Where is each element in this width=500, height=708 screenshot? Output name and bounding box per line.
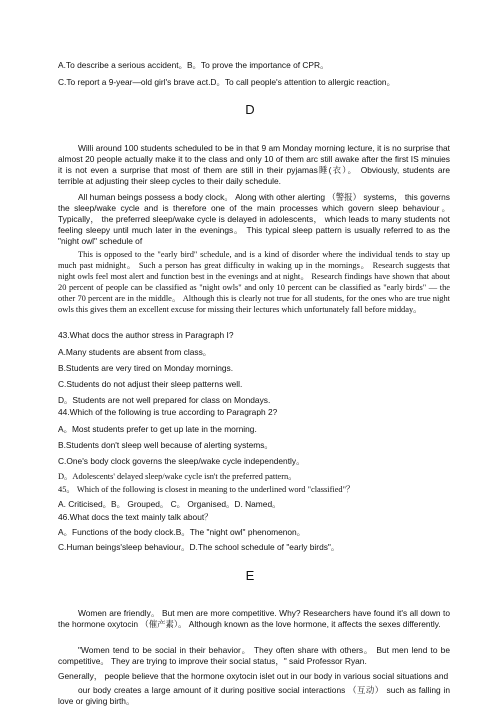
passage-e-paragraph-1: Women are friendly。 But men are more competitive. Why? Researchers have found it's all down to the hormone oxytocin （催产素）。 Although known as the love hormone, it affects the sexes differently.	[58, 608, 450, 630]
question-44-option-b: B.Students don't sleep well because of alerting systems。	[58, 440, 273, 450]
section-heading-d: D	[245, 102, 255, 117]
question-43: 43.What docs the author stress in Paragraph I?	[58, 330, 234, 340]
question-46-options-a-b: A。Functions of the body clock.B。The "night owl" phenomenon。	[58, 527, 306, 537]
option-line-c-d: C.To report a 9-year—old girl's brave act.D。To call people's attention to allergic reaction。	[58, 77, 395, 87]
question-44: 44.Which of the following is true according to Paragraph 2?	[58, 407, 278, 417]
question-44-option-c: C.One's body clock governs the sleep/wake cycle independently。	[58, 456, 305, 466]
passage-d-paragraph-1: Willi around 100 students scheduled to be in that 9 am Monday morning lecture, it is no surprise that almost 20 people actually make it to the class and only 10 of them arc still awake after the first IS minuies it is not even a surprise that most of them are still in their pyjamas睡(衣）。 Obviously, students are terrible at adjusting their sleep cycles to their daily schedule.	[58, 143, 450, 187]
passage-d-paragraph-3: This is opposed to the "early bird" schedule, and is a kind of disorder where the individual tends to stay up much past midnight。 Such a person has great difficulty in waking up in the mornings。 Research suggests that night owls feel most alert and function best in the evenings and at night。 Research findings have shown that about 20 percent of people can be classified as "night owls" and only 10 percent can be classified as "early birds" — the other 70 percent are in the middle。 Although this is clearly not true for all students, for the ones who are true night owls this gives them an excellent excuse for missing their lectures which unfortunately fall before midday。	[58, 250, 450, 315]
question-46: 46.What docs the text mainly talk about？	[58, 512, 213, 522]
question-45: 45。 Which of the following is closest in meaning to the underlined word "classified"？	[58, 485, 355, 494]
question-46-options-c-d: C.Human beings'sleep behaviour。D.The school schedule of "early birds"。	[58, 542, 340, 552]
question-44-option-d: D。Adolescents' delayed sleep/wake cycle isn't the preferred pattern。	[58, 472, 297, 481]
question-43-option-d: D。Students are not well prepared for class on Mondays.	[58, 395, 271, 405]
passage-e-paragraph-3: Generally， people believe that the hormone oxytocin islet out in our body in various social situations and	[58, 671, 449, 681]
passage-d-paragraph-2: All human beings possess a body clock。 Along with other alerting （警报） systems， this governs the sleep/wake cycle and is therefore one of the main processes which govern sleep behaviour。 Typically， the preferred sleep/wake cycle is delayed in adolescents， which leads to many students not feeling sleepy until much later in the evenings。 This typical sleep pattern is usually referred to as the "night owl" schedule of	[58, 192, 450, 247]
question-43-option-a: A.Many students are absent from class。	[58, 347, 212, 357]
option-line-a-b: A.To describe a serious accident。B。To prove the importance of CPR。	[58, 60, 329, 70]
passage-e-paragraph-4: our body creates a large amount of it during positive social interactions （互动） such as falling in love or giving birth。	[58, 685, 450, 707]
question-43-option-b: B.Students are very tired on Monday mornings.	[58, 363, 234, 373]
question-44-option-a: A。Most students prefer to get up late in the morning.	[58, 424, 257, 434]
passage-e-paragraph-2: "Women tend to be social in their behavior。 They often share with others。 But men lend to be competitive。 They are trying to improve their social status，" said Professor Ryan.	[58, 645, 450, 667]
section-heading-e: E	[245, 568, 255, 583]
question-43-option-c: C.Students do not adjust their sleep patterns well.	[58, 379, 243, 389]
question-45-options: A. Criticised。B。 Grouped。 C。 Organised。D. Named。	[58, 499, 281, 509]
